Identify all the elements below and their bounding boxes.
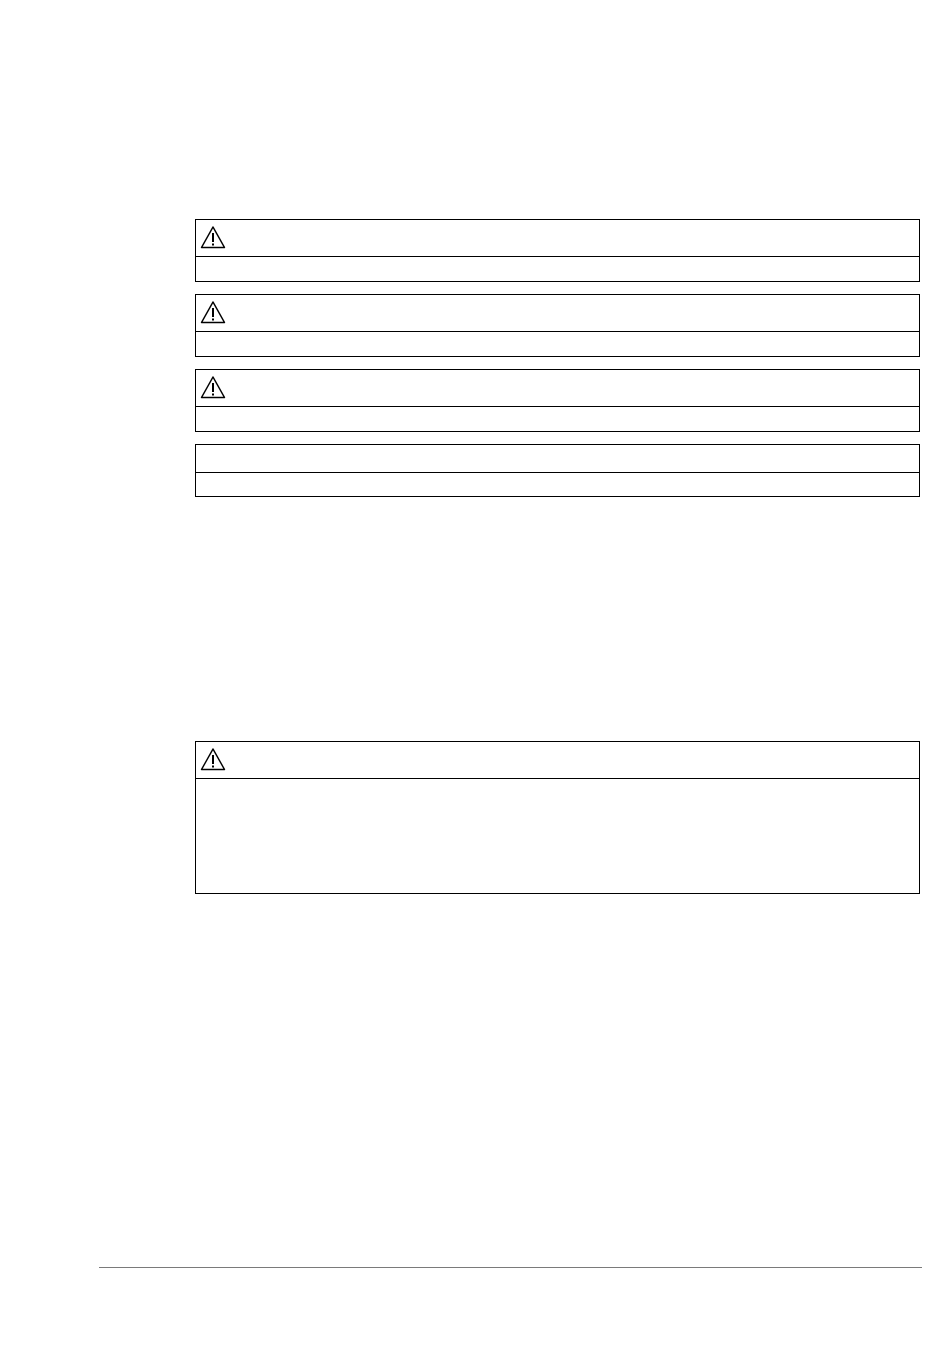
notice-header — [196, 370, 919, 407]
warning-notice-3 — [195, 369, 920, 432]
warning-triangle-icon — [200, 225, 226, 249]
warning-notice-2 — [195, 294, 920, 357]
footer-divider — [99, 1267, 922, 1268]
notice-body — [196, 332, 919, 340]
notice-body — [196, 779, 919, 787]
warning-triangle-icon — [200, 747, 226, 771]
notice-body — [196, 473, 919, 481]
notice-header — [196, 295, 919, 332]
warning-notice-1 — [195, 219, 920, 282]
warning-triangle-icon — [200, 375, 226, 399]
notice-body — [196, 407, 919, 415]
warning-notice-5 — [195, 741, 920, 894]
notice-header — [196, 220, 919, 257]
warning-triangle-icon — [200, 300, 226, 324]
notice-4 — [195, 444, 920, 497]
notice-body — [196, 257, 919, 265]
notice-header — [196, 445, 919, 473]
notice-header — [196, 742, 919, 779]
